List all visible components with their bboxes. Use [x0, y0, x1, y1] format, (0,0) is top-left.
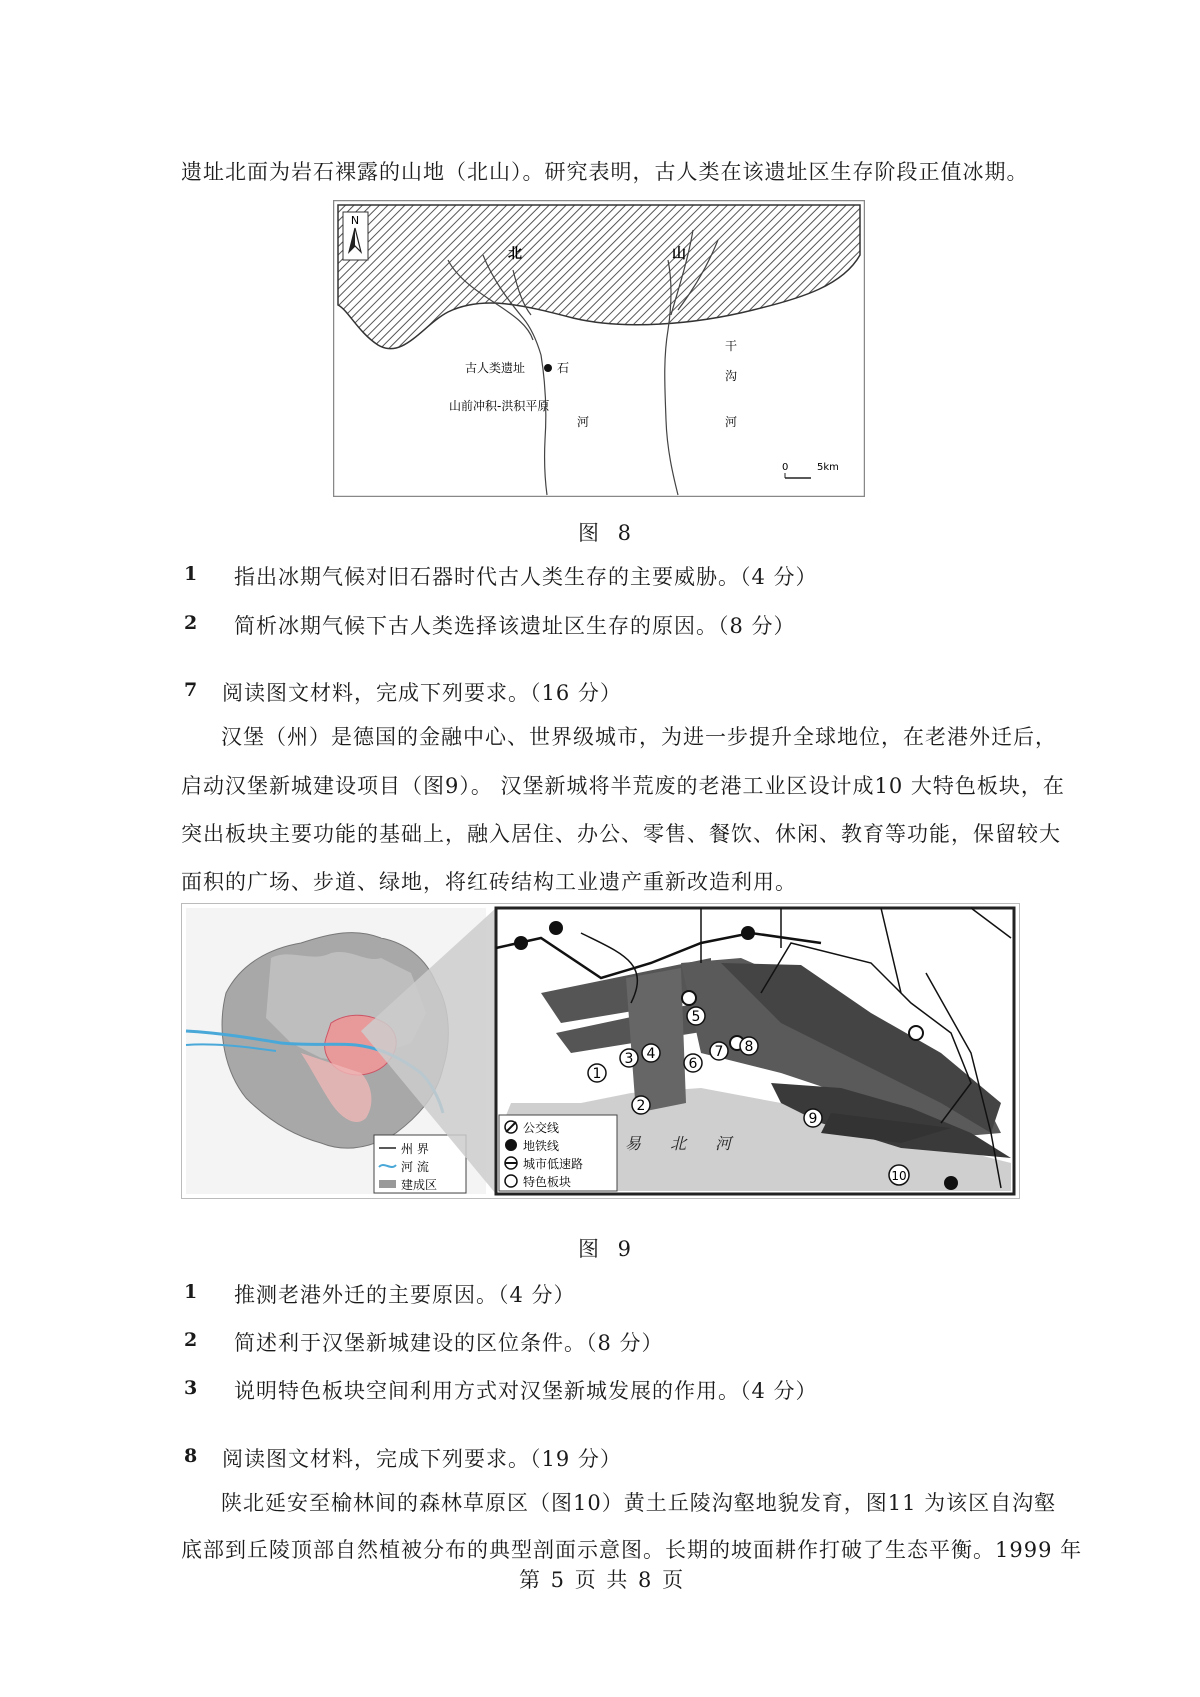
mountain-label-1: 北 — [508, 246, 522, 262]
block-10: 10 — [891, 1169, 907, 1183]
figure-9-caption: 图 9 — [578, 1237, 638, 1261]
legend-river: 河 流 — [401, 1160, 429, 1174]
gangou-label-2: 沟 — [725, 369, 738, 383]
gangou-label-1: 干 — [725, 339, 738, 353]
shi-river-label-2: 河 — [577, 415, 590, 429]
block-3: 3 — [624, 1051, 634, 1067]
q7-paragraph-line: 汉堡（州）是德国的金融中心、世界级城市，为进一步提升全球地位，在老港外迁后， — [221, 725, 1057, 749]
q6-sub-num: 2 — [184, 612, 198, 634]
legend-blocks: 特色板块 — [523, 1175, 572, 1189]
block-5: 5 — [691, 1009, 701, 1025]
block-1: 1 — [592, 1066, 602, 1082]
q7-number: 7 — [184, 679, 198, 701]
block-6: 6 — [688, 1056, 698, 1072]
q7-paragraph-line: 面积的广场、步道、绿地，将红砖结构工业遗产重新改造利用。 — [181, 870, 797, 894]
q8-title: 阅读图文材料，完成下列要求。（19 分） — [222, 1447, 622, 1471]
elbe-label: 易 北 河 — [625, 1134, 744, 1153]
site-point-icon — [544, 364, 552, 372]
block-8: 8 — [744, 1039, 754, 1055]
paragraph-top: 遗址北面为岩石裸露的山地（北山）。研究表明，古人类在该遗址区生存阶段正值冰期。 — [181, 160, 1029, 184]
block-9: 9 — [808, 1111, 818, 1127]
q7-title: 阅读图文材料，完成下列要求。（16 分） — [222, 681, 622, 705]
gangou-label-3: 河 — [725, 415, 738, 429]
q7-sub-text: 说明特色板块空间利用方式对汉堡新城发展的作用。（4 分） — [234, 1379, 818, 1403]
q7-sub-num: 3 — [184, 1377, 198, 1399]
legend-metro: 地铁线 — [523, 1139, 560, 1153]
q8-number: 8 — [184, 1445, 198, 1467]
legend-builtup: 建成区 — [401, 1178, 438, 1192]
figure-9-map — [181, 903, 1020, 1199]
q6-sub-text: 指出冰期气候对旧石器时代古人类生存的主要威胁。（4 分） — [234, 565, 818, 589]
q6-sub-text: 简析冰期气候下古人类选择该遗址区生存的原因。（8 分） — [234, 614, 796, 638]
plain-label: 山前冲积-洪积平原 — [449, 399, 550, 413]
mountain-label-2: 山 — [672, 246, 686, 262]
q7-sub-text: 推测老港外迁的主要原因。（4 分） — [234, 1283, 576, 1307]
site-label: 古人类遗址 — [465, 361, 526, 375]
block-4: 4 — [646, 1046, 656, 1062]
block-7: 7 — [714, 1044, 724, 1060]
q8-paragraph-line: 陕北延安至榆林间的森林草原区（图10）黄土丘陵沟壑地貌发育，图11 为该区自沟壑 — [221, 1491, 1057, 1515]
q7-sub-num: 1 — [184, 1281, 198, 1303]
page-footer: 第 5 页 共 8 页 — [519, 1568, 686, 1592]
legend-boundary: 州 界 — [401, 1142, 429, 1156]
q6-sub-num: 1 — [184, 563, 198, 585]
scale-zero: 0 — [782, 462, 789, 473]
q7-paragraph-line: 启动汉堡新城建设项目（图9）。 汉堡新城将半荒废的老港工业区设计成10 大特色板块，在 — [181, 774, 1065, 798]
q7-paragraph-line: 突出板块主要功能的基础上，融入居住、办公、零售、餐饮、休闲、教育等功能，保留较大 — [181, 822, 1061, 846]
scale-km: 5km — [817, 462, 839, 473]
figure-8-caption: 图 8 — [578, 521, 638, 545]
block-2: 2 — [636, 1098, 646, 1114]
q7-sub-num: 2 — [184, 1329, 198, 1351]
legend-slow-road: 城市低速路 — [523, 1157, 584, 1171]
q8-paragraph-line: 底部到丘陵顶部自然植被分布的典型剖面示意图。长期的坡面耕作打破了生态平衡。1999 年 — [181, 1538, 1083, 1562]
north-label: N — [350, 214, 360, 227]
legend-bus: 公交线 — [523, 1121, 560, 1135]
figure-8-map — [333, 200, 865, 497]
metro-station-icon — [514, 936, 528, 950]
hafencity-detail-map — [496, 908, 1014, 1194]
shi-river-label-1: 石 — [557, 361, 570, 375]
q7-sub-text: 简述利于汉堡新城建设的区位条件。（8 分） — [234, 1331, 664, 1355]
